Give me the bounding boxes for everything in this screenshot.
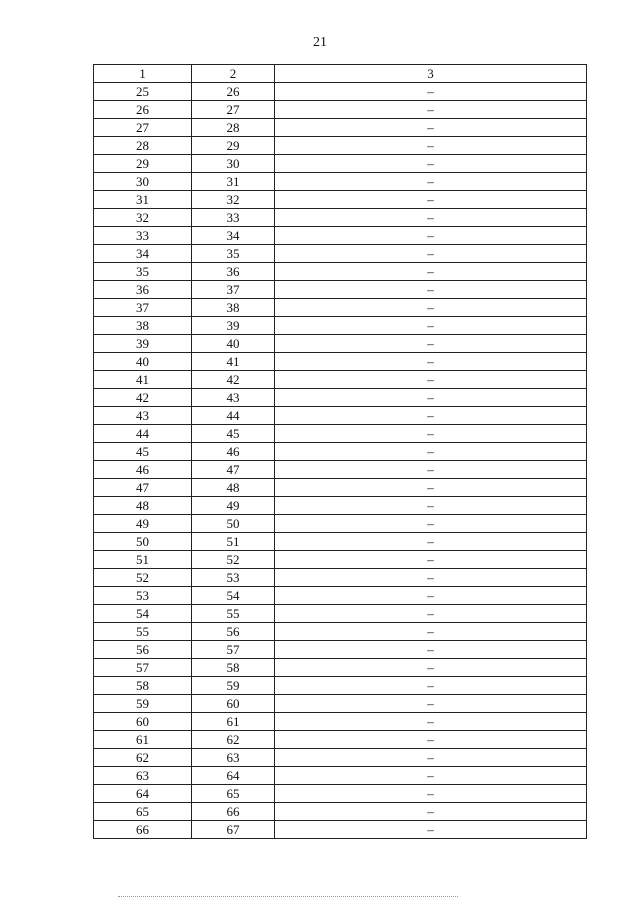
table-row (94, 605, 587, 623)
table-cell-col-1: 29 (94, 155, 192, 173)
table-cell-col-2: 60 (192, 695, 275, 713)
table-row (94, 497, 587, 515)
table-row (94, 371, 587, 389)
table-cell-col-1: 45 (94, 443, 192, 461)
table-cell-col-2: 27 (192, 101, 275, 119)
table-cell-col-1: 43 (94, 407, 192, 425)
table-row (94, 101, 587, 119)
table-cell-col-2: 28 (192, 119, 275, 137)
table-row (94, 209, 587, 227)
table-cell-col-2: 63 (192, 749, 275, 767)
table-cell-col-2: 37 (192, 281, 275, 299)
table-cell-col-3: – (275, 803, 587, 821)
table-row (94, 389, 587, 407)
data-table (93, 64, 587, 839)
table-cell-col-3: – (275, 515, 587, 533)
table-cell-col-1: 47 (94, 479, 192, 497)
table-cell-col-3: – (275, 335, 587, 353)
table-cell-col-3: – (275, 533, 587, 551)
table-cell-col-1: 51 (94, 551, 192, 569)
table-cell-col-3: – (275, 443, 587, 461)
table-cell-col-1: 40 (94, 353, 192, 371)
table-cell-col-1: 56 (94, 641, 192, 659)
table-cell-col-3: – (275, 371, 587, 389)
table-cell-col-1: 60 (94, 713, 192, 731)
table-cell-col-1: 30 (94, 173, 192, 191)
table-cell-col-1: 27 (94, 119, 192, 137)
table-cell-col-2: 35 (192, 245, 275, 263)
table-cell-col-1: 50 (94, 533, 192, 551)
table-cell-col-1: 36 (94, 281, 192, 299)
table-row (94, 263, 587, 281)
table-cell-col-1: 39 (94, 335, 192, 353)
table-row (94, 479, 587, 497)
table-cell-col-3: – (275, 767, 587, 785)
table-cell-col-2: 51 (192, 533, 275, 551)
table-cell-col-2: 65 (192, 785, 275, 803)
table-cell-col-2: 49 (192, 497, 275, 515)
table-row (94, 227, 587, 245)
table-row (94, 767, 587, 785)
table-row (94, 335, 587, 353)
table-cell-col-1: 53 (94, 587, 192, 605)
table-cell-col-2: 67 (192, 821, 275, 839)
table-cell-col-2: 59 (192, 677, 275, 695)
table-row (94, 281, 587, 299)
column-header-1: 1 (94, 65, 192, 83)
table-row (94, 299, 587, 317)
footer-faint-text-line (118, 896, 458, 898)
table-cell-col-1: 33 (94, 227, 192, 245)
table-row (94, 821, 587, 839)
table-cell-col-3: – (275, 317, 587, 335)
table-cell-col-3: – (275, 461, 587, 479)
table-cell-col-1: 58 (94, 677, 192, 695)
table-cell-col-3: – (275, 497, 587, 515)
table-row (94, 119, 587, 137)
table-cell-col-2: 29 (192, 137, 275, 155)
table-row (94, 749, 587, 767)
table-cell-col-1: 55 (94, 623, 192, 641)
table-cell-col-3: – (275, 479, 587, 497)
table-cell-col-3: – (275, 119, 587, 137)
table-row (94, 677, 587, 695)
table-cell-col-2: 48 (192, 479, 275, 497)
table-cell-col-2: 44 (192, 407, 275, 425)
table-cell-col-2: 64 (192, 767, 275, 785)
table-cell-col-3: – (275, 299, 587, 317)
table-cell-col-3: – (275, 659, 587, 677)
table-cell-col-1: 63 (94, 767, 192, 785)
table-cell-col-2: 50 (192, 515, 275, 533)
table-cell-col-3: – (275, 731, 587, 749)
table-cell-col-1: 54 (94, 605, 192, 623)
table-cell-col-2: 55 (192, 605, 275, 623)
table-cell-col-1: 28 (94, 137, 192, 155)
table-cell-col-1: 61 (94, 731, 192, 749)
table-cell-col-3: – (275, 389, 587, 407)
table-cell-col-2: 57 (192, 641, 275, 659)
table-cell-col-3: – (275, 263, 587, 281)
table-cell-col-2: 36 (192, 263, 275, 281)
table-cell-col-2: 56 (192, 623, 275, 641)
table-cell-col-2: 46 (192, 443, 275, 461)
table-row (94, 551, 587, 569)
table-row (94, 425, 587, 443)
table-cell-col-3: – (275, 209, 587, 227)
table-row (94, 659, 587, 677)
table-cell-col-2: 53 (192, 569, 275, 587)
table-row (94, 785, 587, 803)
table-cell-col-1: 48 (94, 497, 192, 515)
table-cell-col-2: 66 (192, 803, 275, 821)
table-row (94, 713, 587, 731)
table-cell-col-2: 62 (192, 731, 275, 749)
table-cell-col-3: – (275, 155, 587, 173)
table-cell-col-3: – (275, 83, 587, 101)
table-cell-col-1: 66 (94, 821, 192, 839)
table-cell-col-1: 65 (94, 803, 192, 821)
table-cell-col-2: 30 (192, 155, 275, 173)
column-header-3: 3 (275, 65, 587, 83)
table-cell-col-1: 59 (94, 695, 192, 713)
table-row (94, 569, 587, 587)
table-cell-col-2: 43 (192, 389, 275, 407)
table-row (94, 803, 587, 821)
table-cell-col-3: – (275, 101, 587, 119)
table-row (94, 173, 587, 191)
table-cell-col-2: 38 (192, 299, 275, 317)
table-cell-col-2: 39 (192, 317, 275, 335)
table-row (94, 443, 587, 461)
table-cell-col-3: – (275, 641, 587, 659)
table-cell-col-2: 61 (192, 713, 275, 731)
table-cell-col-2: 40 (192, 335, 275, 353)
table-cell-col-3: – (275, 551, 587, 569)
table-cell-col-3: – (275, 173, 587, 191)
table-cell-col-1: 44 (94, 425, 192, 443)
table-cell-col-3: – (275, 821, 587, 839)
table-row (94, 461, 587, 479)
table-row (94, 353, 587, 371)
table-cell-col-2: 52 (192, 551, 275, 569)
table-row (94, 623, 587, 641)
table-cell-col-1: 42 (94, 389, 192, 407)
table-row (94, 533, 587, 551)
table-cell-col-2: 26 (192, 83, 275, 101)
table-cell-col-2: 45 (192, 425, 275, 443)
table-cell-col-3: – (275, 353, 587, 371)
table-cell-col-2: 42 (192, 371, 275, 389)
table-cell-col-1: 31 (94, 191, 192, 209)
table-body (94, 83, 587, 839)
table-cell-col-3: – (275, 191, 587, 209)
table-cell-col-3: – (275, 587, 587, 605)
table-cell-col-3: – (275, 695, 587, 713)
table-row (94, 731, 587, 749)
table-cell-col-1: 46 (94, 461, 192, 479)
table-row (94, 155, 587, 173)
table-row (94, 695, 587, 713)
table-cell-col-1: 64 (94, 785, 192, 803)
table-cell-col-1: 26 (94, 101, 192, 119)
table-row (94, 587, 587, 605)
column-header-2: 2 (192, 65, 275, 83)
table-cell-col-1: 34 (94, 245, 192, 263)
table-cell-col-3: – (275, 281, 587, 299)
table-row (94, 641, 587, 659)
table-row (94, 245, 587, 263)
table-cell-col-3: – (275, 677, 587, 695)
table-cell-col-3: – (275, 407, 587, 425)
table-cell-col-1: 32 (94, 209, 192, 227)
table-cell-col-3: – (275, 623, 587, 641)
table-row (94, 515, 587, 533)
table-header-row (94, 65, 587, 83)
table-cell-col-1: 25 (94, 83, 192, 101)
table-cell-col-2: 41 (192, 353, 275, 371)
table-row (94, 83, 587, 101)
table-cell-col-3: – (275, 785, 587, 803)
table-cell-col-3: – (275, 713, 587, 731)
table-cell-col-2: 47 (192, 461, 275, 479)
table-cell-col-2: 34 (192, 227, 275, 245)
table-cell-col-1: 57 (94, 659, 192, 677)
table-cell-col-1: 35 (94, 263, 192, 281)
table-cell-col-2: 33 (192, 209, 275, 227)
table-row (94, 137, 587, 155)
table-cell-col-3: – (275, 425, 587, 443)
table-cell-col-1: 52 (94, 569, 192, 587)
table-cell-col-3: – (275, 569, 587, 587)
table-cell-col-3: – (275, 605, 587, 623)
table-cell-col-3: – (275, 245, 587, 263)
table-cell-col-1: 62 (94, 749, 192, 767)
table-cell-col-1: 38 (94, 317, 192, 335)
table-cell-col-2: 54 (192, 587, 275, 605)
table-cell-col-3: – (275, 227, 587, 245)
table-cell-col-1: 49 (94, 515, 192, 533)
table-cell-col-2: 31 (192, 173, 275, 191)
table-row (94, 317, 587, 335)
table-cell-col-1: 37 (94, 299, 192, 317)
table-cell-col-2: 58 (192, 659, 275, 677)
table-cell-col-1: 41 (94, 371, 192, 389)
table-cell-col-3: – (275, 749, 587, 767)
table-row (94, 407, 587, 425)
table-cell-col-2: 32 (192, 191, 275, 209)
table-row (94, 191, 587, 209)
table-cell-col-3: – (275, 137, 587, 155)
page-number: 21 (313, 35, 327, 50)
